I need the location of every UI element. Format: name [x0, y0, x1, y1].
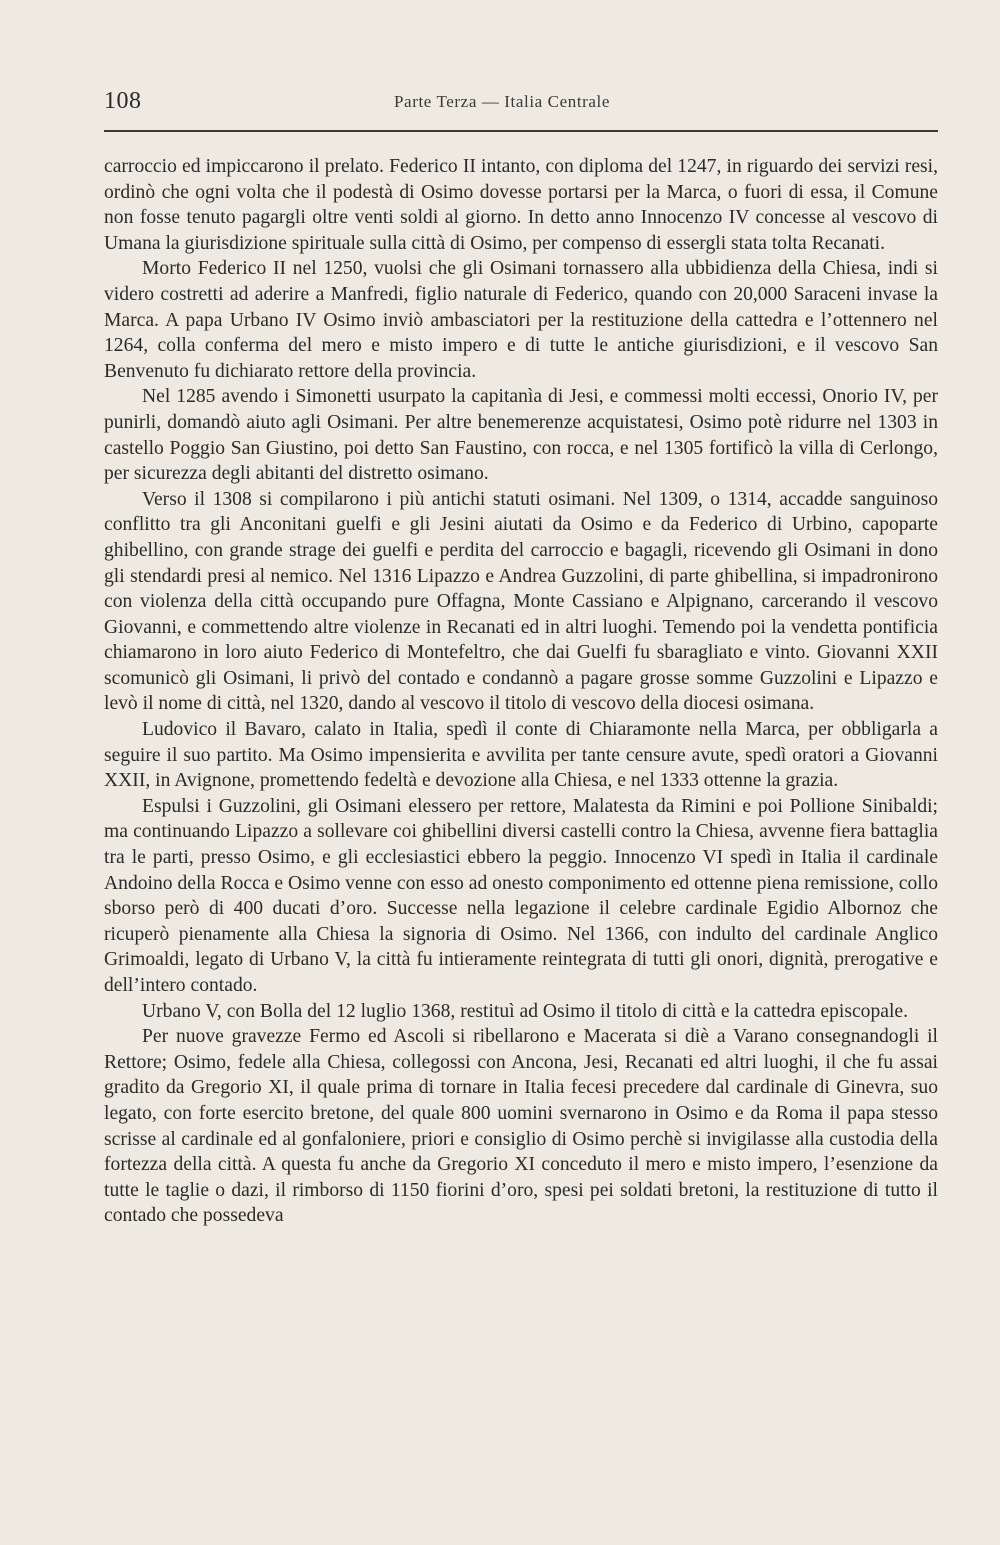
paragraph: carroccio ed impiccarono il prelato. Federico II intanto, con diploma del 1247, in riguardo dei servizi resi, ordinò che ogni volta che il podestà di Osimo dovesse portarsi per la Marca, o fuori di essa, il Comune non fosse tenuto pagargli oltre venti soldi al giorno. In detto anno Innocenzo IV concesse al vescovo di Umana la giurisdizione spirituale sulla città di Osimo, per compenso di essergli stata tolta Recanati. — [104, 156, 938, 254]
paragraph: Espulsi i Guzzolini, gli Osimani elessero per rettore, Malatesta da Rimini e poi Pollione Sinibaldi; ma continuando Lipazzo a sollevare coi ghibellini diversi castelli contro la Chiesa, avvenne fiera battaglia tra le parti, presso Osimo, e gli ecclesiastici ebbero la peggio. Innocenzo VI spedì in Italia il cardinale Andoino della Rocca e Osimo venne con esso ad onesto componimento ed ottenne piena remissione, collo sborso però di 400 ducati d’oro. Successe nella legazione il celebre cardinale Egidio Albornoz che ricuperò pienamente alla Chiesa la signoria di Osimo. Nel 1366, con indulto del cardinale Anglico Grimoaldi, legato di Urbano V, la città fu intieramente reintegrata di tutti gli onori, dignità, prerogative e dell’intero contado. — [104, 795, 938, 996]
header-rule — [104, 130, 938, 132]
paragraph: Per nuove gravezze Fermo ed Ascoli si ribellarono e Macerata si diè a Varano consegnandogli il Rettore; Osimo, fedele alla Chiesa, collegossi con Ancona, Jesi, Recanati ed altri luoghi, il che fu assai gradito da Gregorio XI, il quale prima di tornare in Italia fecesi precedere dal cardinale di Ginevra, suo legato, con forte esercito bretone, del quale 800 uomini svernarono in Osimo e da Roma il papa stesso scrisse al cardinale ed al gonfaloniere, priori e consiglio di Osimo perchè si invigilasse alla custodia della fortezza della città. A questa fu anche da Gregorio XI conceduto il mero e misto impero, l’esenzione da tutte le taglie o dazi, il rimborso di 1150 fiorini d’oro, spesi pei soldati bretoni, la restituzione di tutto il contado che possedeva — [104, 1026, 938, 1227]
paragraph: Nel 1285 avendo i Simonetti usurpato la capitanìa di Jesi, e commessi molti eccessi, Onorio IV, per punirli, domandò aiuto agli Osimani. Per altre benemerenze acquistatesi, Osimo potè ridurre nel 1303 in castello Poggio San Giustino, poi detto San Faustino, con rocca, e nel 1305 fortificò la villa di Cerlongo, per sicurezza degli abitanti del distretto osimano. — [104, 386, 938, 485]
paragraph: Ludovico il Bavaro, calato in Italia, spedì il conte di Chiaramonte nella Marca, per obbligarla a seguire il suo partito. Ma Osimo impensierita e avvilita per tante censure avute, spedì oratori a Giovanni XXII, in Avignone, promettendo fedeltà e devozione alla Chiesa, e nel 1333 ottenne la grazia. — [104, 719, 938, 792]
paragraph: Morto Federico II nel 1250, vuolsi che gli Osimani tornassero alla ubbidienza della Chiesa, indi si videro costretti ad aderire a Manfredi, figlio naturale di Federico, quando con 20,000 Saraceni invase la Marca. A papa Urbano IV Osimo inviò ambasciatori per la restituzione della cattedra e l’ottennero nel 1264, colla conferma del mero e misto impero e di tutte le antiche giurisdizioni, e il vescovo San Benvenuto fu dichiarato rettore della provincia. — [104, 258, 938, 382]
page-header — [104, 84, 938, 124]
paragraph: Urbano V, con Bolla del 12 luglio 1368, restituì ad Osimo il titolo di città e la cattedra episcopale. — [142, 1000, 908, 1022]
running-title: Parte Terza — Italia Centrale — [394, 92, 611, 111]
paragraph: Verso il 1308 si compilarono i più antichi statuti osimani. Nel 1309, o 1314, accadde sanguinoso conflitto tra gli Anconitani guelfi e gli Jesini aiutati da Osimo e da Federico di Urbino, capoparte ghibellino, con grande strage dei guelfi e perdita del carroccio e bagagli, ricevendo gli Osimani in dono gli stendardi presi al nemico. Nel 1316 Lipazzo e Andrea Guzzolini, di parte ghibellina, si impadronirono con violenza della città occupando pure Offagna, Monte Cassiano e Alpignano, carcerando il vescovo Giovanni, e commettendo altre violenze in Recanati ed in altri luoghi. Temendo poi la vendetta pontificia chiamarono in loro aiuto Federico di Montefeltro, che dai Guelfi fu sbaragliato e vinto. Giovanni XXII scomunicò gli Osimani, li privò del contado e condannò a pagare grosse somme Guzzolini e Lipazzo e levò il nome di città, nel 1320, dando al vescovo il titolo di vescovo della diocesi osimana. — [104, 488, 938, 715]
page-number: 108 — [104, 88, 142, 114]
body-text — [104, 154, 938, 1229]
